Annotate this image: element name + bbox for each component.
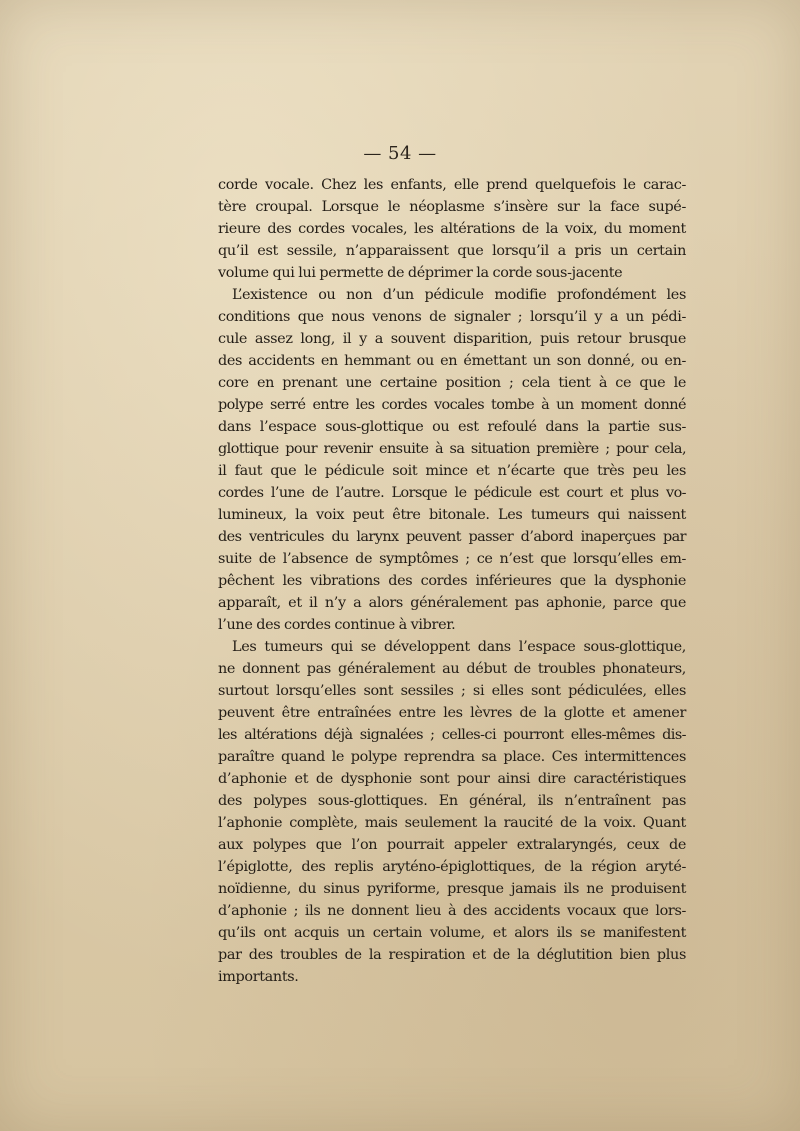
text-line: polype serré entre les cordes vocales tombe à un moment donné xyxy=(218,397,686,413)
text-line: d’aphonie et de dysphonie sont pour ainsi dire caractéristiques xyxy=(218,771,686,787)
text-line: paraître quand le polype reprendra sa place. Ces intermittences xyxy=(218,749,686,765)
text-line: corde vocale. Chez les enfants, elle prend quelquefois le carac- xyxy=(218,177,686,193)
text-line: conditions que nous venons de signaler ; lorsqu’il y a un pédi- xyxy=(218,309,686,325)
body-text xyxy=(218,174,686,988)
text-line: peuvent être entraînées entre les lèvres de la glotte et amener xyxy=(218,705,686,721)
text-line: glottique pour revenir ensuite à sa situation première ; pour cela, xyxy=(218,441,686,457)
paragraph-start-line: Les tumeurs qui se développent dans l’espace sous-glottique, xyxy=(232,639,686,655)
text-line: volume qui lui permette de déprimer la corde sous-jacente xyxy=(218,265,623,281)
text-line: surtout lorsqu’elles sont sessiles ; si elles sont pédiculées, elles xyxy=(218,683,686,699)
text-line: qu’il est sessile, n’apparaissent que lorsqu’il a pris un certain xyxy=(218,243,686,259)
text-line: des accidents en hemmant ou en émettant un son donné, ou en- xyxy=(218,353,686,369)
text-line: des polypes sous-glottiques. En général, ils n’entraînent pas xyxy=(218,793,686,809)
text-line: l’aphonie complète, mais seulement la raucité de la voix. Quant xyxy=(218,815,686,831)
text-line: qu’ils ont acquis un certain volume, et alors ils se manifestent xyxy=(218,925,686,941)
text-line: les altérations déjà signalées ; celles-ci pourront elles-mêmes dis- xyxy=(218,727,686,743)
text-line: cule assez long, il y a souvent disparition, puis retour brusque xyxy=(218,331,686,347)
paragraph-start-line: L’existence ou non d’un pédicule modifie profondément les xyxy=(232,287,686,303)
text-line: par des troubles de la respiration et de la déglutition bien plus xyxy=(218,947,686,963)
text-line: importants. xyxy=(218,969,299,985)
text-line: aux polypes que l’on pourrait appeler extralaryngés, ceux de xyxy=(218,837,686,853)
text-line: rieure des cordes vocales, les altérations de la voix, du moment xyxy=(218,221,686,237)
text-line: noïdienne, du sinus pyriforme, presque jamais ils ne produisent xyxy=(218,881,686,897)
text-line: core en prenant une certaine position ; cela tient à ce que le xyxy=(218,375,686,391)
page-number: — 54 — xyxy=(363,143,437,164)
text-line: cordes l’une de l’autre. Lorsque le pédicule est court et plus vo- xyxy=(218,485,686,501)
text-line: il faut que le pédicule soit mince et n’écarte que très peu les xyxy=(218,463,686,479)
text-line: des ventricules du larynx peuvent passer d’abord inaperçues par xyxy=(218,529,686,545)
text-line: pêchent les vibrations des cordes inférieures que la dysphonie xyxy=(218,573,686,589)
text-line: apparaît, et il n’y a alors généralement pas aphonie, parce que xyxy=(218,595,686,611)
text-line: dans l’espace sous-glottique ou est refoulé dans la partie sus- xyxy=(218,419,686,435)
text-line: l’une des cordes continue à vibrer. xyxy=(218,617,456,633)
text-line: lumineux, la voix peut être bitonale. Les tumeurs qui naissent xyxy=(218,507,686,523)
text-line: suite de l’absence de symptômes ; ce n’est que lorsqu’elles em- xyxy=(218,551,686,567)
text-line: ne donnent pas généralement au début de troubles phonateurs, xyxy=(218,661,686,677)
text-line: d’aphonie ; ils ne donnent lieu à des accidents vocaux que lors- xyxy=(218,903,686,919)
text-line: l’épiglotte, des replis aryténo-épiglottiques, de la région aryté- xyxy=(218,859,686,875)
text-line: tère croupal. Lorsque le néoplasme s’insère sur la face supé- xyxy=(218,199,686,215)
